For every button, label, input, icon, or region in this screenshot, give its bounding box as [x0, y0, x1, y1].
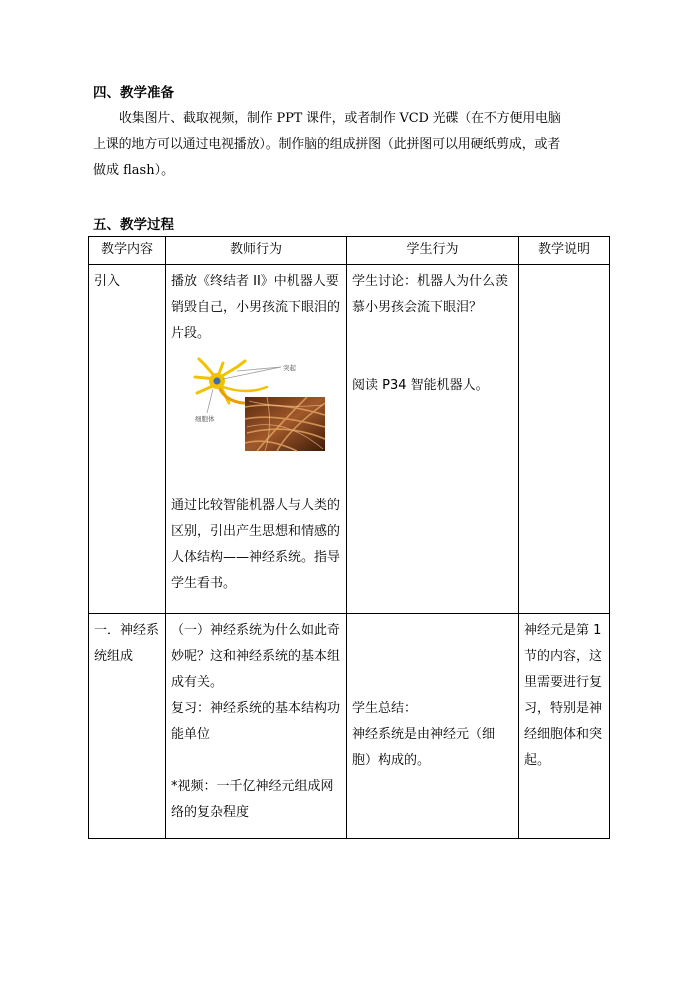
student-nerve-text-2: 神经系统是由神经元（细胞）构成的。 — [352, 727, 496, 768]
teacher-intro-text-1: 播放《终结者 II》中机器人要销毁自己，小男孩流下眼泪的片段。 — [171, 274, 341, 341]
cell-content-intro: 引入 — [89, 265, 166, 614]
cell-note-nerve: 神经元是第 1 节的内容，这里需要进行复习，特别是神经细胞体和突起。 — [519, 614, 610, 839]
table-row — [89, 614, 610, 839]
header-note: 教学说明 — [519, 237, 610, 265]
figure-label-process: 突起 — [283, 364, 296, 372]
header-content: 教学内容 — [89, 237, 166, 265]
student-nerve-text-1: 学生总结： — [352, 701, 418, 716]
teacher-nerve-text-2: 复习：神经系统的基本结构功能单位 — [171, 701, 341, 742]
student-intro-text-1: 学生讨论：机器人为什么羡慕小男孩会流下眼泪？ — [352, 274, 509, 315]
section-4-line-1: 收集图片、截取视频，制作 PPT 课件，或者制作 VCD 光碟（在不方便用电脑 — [119, 111, 561, 126]
section-4-line-2: 上课的地方可以通过电视播放）。制作脑的组成拼图（此拼图可以用硬纸剪成，或者 — [93, 137, 561, 152]
section-4-paragraph — [93, 106, 609, 184]
figure-label-cell-body: 细胞体 — [195, 415, 215, 423]
teacher-nerve-text-1: （一）神经系统为什么如此奇妙呢？这和神经系统的基本组成有关。 — [171, 623, 341, 690]
table-row — [89, 265, 610, 614]
lesson-process-table — [88, 236, 610, 839]
teacher-intro-text-2: 通过比较智能机器人与人类的区别，引出产生思想和情感的人体结构——神经系统。指导学生看书。 — [171, 498, 341, 591]
header-teacher: 教师行为 — [166, 237, 347, 265]
cell-note-intro — [519, 265, 610, 614]
student-intro-text-2: 阅读 P34 智能机器人。 — [352, 378, 489, 393]
teacher-nerve-text-3: *视频：一千亿神经元组成网络的复杂程度 — [171, 779, 334, 820]
neuron-illustration — [177, 357, 337, 485]
section-5-title: 五、教学过程 — [93, 217, 174, 233]
cell-teacher-nerve — [166, 614, 347, 839]
section-4-title: 四、教学准备 — [93, 85, 174, 101]
section-4-line-3: 做成 flash）。 — [93, 163, 175, 178]
header-student: 学生行为 — [347, 237, 519, 265]
cell-student-intro — [347, 265, 519, 614]
table-header-row — [89, 237, 610, 265]
cell-teacher-intro — [166, 265, 347, 614]
cell-student-nerve — [347, 614, 519, 839]
cell-content-nerve: 一．神经系统组成 — [89, 614, 166, 839]
neuron-figure — [177, 357, 341, 485]
